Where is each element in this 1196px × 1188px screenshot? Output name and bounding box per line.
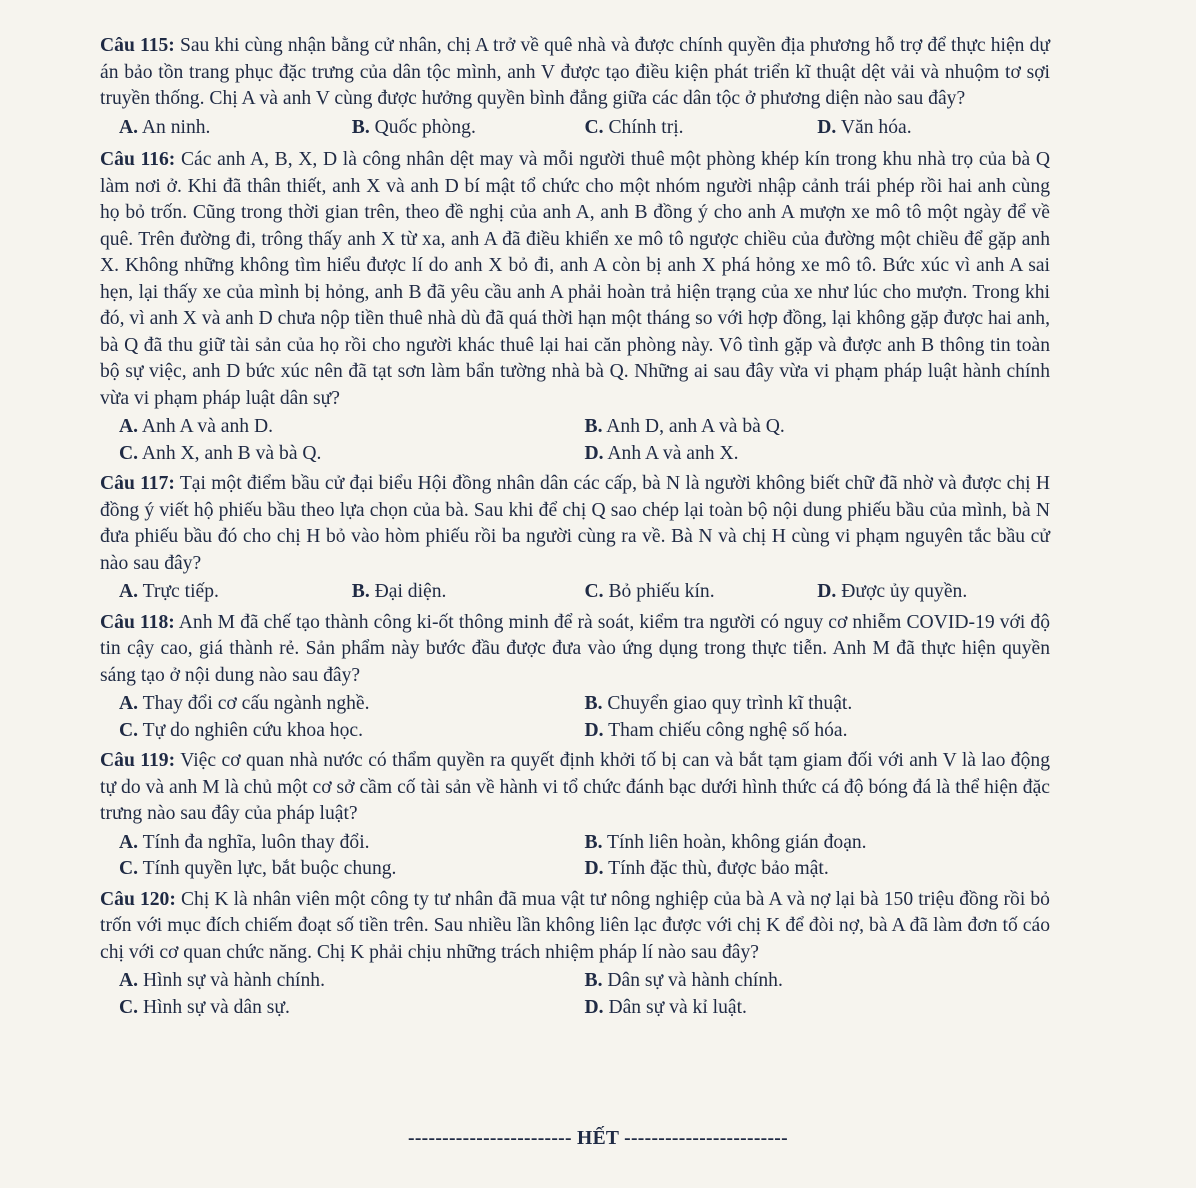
option-d — [817, 579, 1050, 606]
option-letter: C. — [584, 581, 604, 602]
question-stem: Việc cơ quan nhà nước có thẩm quyền ra quyết định khởi tố bị can và bắt tạm giam đối với anh V là lao động tự do và anh M là chủ một cơ sở cầm cố tài sản về hành vi tổ chức đánh bạc dưới hình thức cá độ bóng đá là thể hiện đặc trưng nào sau đây của pháp luật? — [100, 750, 1050, 824]
option-text: Thay đổi cơ cấu ngành nghề. — [138, 693, 370, 714]
option-letter: D. — [817, 581, 837, 602]
option-text: Anh D, anh A và bà Q. — [602, 416, 785, 437]
option-d — [585, 718, 1051, 745]
options-row — [100, 830, 1050, 857]
options-row — [100, 441, 1050, 468]
question-text — [100, 471, 1050, 577]
question-stem: Sau khi cùng nhận bằng cử nhân, chị A trở về quê nhà và được chính quyền địa phương hỗ trợ để thực hiện dự án bảo tồn trang phục đặc trưng của dân tộc mình, anh V được tạo điều kiện phát triển kĩ thuật dệt vải và nhuộm tơ sợi truyền thống. Chị A và anh V cùng được hưởng quyền bình đẳng giữa các dân tộc ở phương diện nào sau đây? — [100, 35, 1050, 109]
option-c — [585, 115, 818, 142]
option-d — [585, 441, 1051, 468]
option-text: Quốc phòng. — [369, 116, 476, 138]
question-120 — [100, 887, 1050, 1022]
option-letter: C. — [119, 442, 139, 464]
question-stem: Anh M đã chế tạo thành công ki-ốt thông minh để rà soát, kiểm tra người có nguy cơ nhiễm COVID-19 với độ tin cậy cao, giá thành rẻ. Sản phẩm này bước đầu được đưa vào ứng dụng trong thực tiễn. Anh M đã thực hiện quyền sáng tạo ở nội dung nào sau đây? — [100, 611, 1051, 686]
answer-options — [100, 968, 1050, 1021]
option-letter: A. — [119, 416, 139, 437]
option-text: Tham chiếu công nghệ số hóa. — [603, 719, 848, 741]
option-letter: B. — [584, 831, 603, 853]
question-119 — [100, 748, 1050, 883]
option-c — [119, 718, 585, 745]
option-letter: D. — [584, 996, 604, 1018]
option-d — [585, 856, 1051, 883]
option-letter: A. — [119, 116, 139, 138]
answer-options — [100, 691, 1050, 744]
question-text — [100, 610, 1050, 690]
option-letter: B. — [584, 970, 603, 991]
option-a — [119, 968, 585, 995]
option-b — [585, 691, 1051, 718]
question-label: Câu 118: — [100, 611, 175, 633]
option-c — [119, 441, 585, 468]
option-a — [119, 579, 352, 606]
option-letter: D. — [584, 858, 604, 879]
option-text: Anh X, anh B và bà Q. — [138, 442, 322, 464]
option-text: Trực tiếp. — [138, 581, 219, 602]
options-row — [100, 579, 1050, 606]
option-letter: C. — [584, 116, 604, 138]
question-label: Câu 120: — [100, 888, 176, 910]
option-text: Văn hóa. — [836, 116, 912, 138]
option-text: Tính liên hoàn, không gián đoạn. — [602, 831, 867, 853]
option-text: Dân sự và hành chính. — [602, 970, 783, 991]
option-letter: D. — [584, 442, 604, 464]
question-stem: Tại một điểm bầu cử đại biểu Hội đồng nhân dân các cấp, bà N là người không biết chữ đã nhờ và được chị H đồng ý viết hộ phiếu bầu theo lựa chọn của bà. Sau khi để chị Q sao chép lại toàn bộ nội dung phiếu bầu của mình, bà N đưa phiếu bầu đó cho chị H bỏ vào hòm phiếu rồi ba người cùng ra về. Bà N và chị H cùng vi phạm nguyên tắc bầu cử nào sau đây? — [100, 473, 1050, 574]
option-letter: B. — [351, 116, 370, 138]
option-text: Hình sự và hành chính. — [138, 970, 325, 991]
question-label: Câu 117: — [100, 473, 175, 494]
question-118 — [100, 610, 1050, 745]
option-a — [119, 115, 352, 142]
option-text: Được ủy quyền. — [836, 581, 968, 602]
answer-options — [100, 115, 1050, 142]
answer-options — [100, 830, 1050, 883]
option-c — [119, 856, 585, 883]
question-stem: Chị K là nhân viên một công ty tư nhân đã mua vật tư nông nghiệp của bà A và nợ lại bà 150 triệu đồng rồi bỏ trốn với mục đích chiếm đoạt số tiền trên. Sau nhiều lần không liên lạc được với chị K để đòi nợ, bà A đã làm đơn tố cáo chị với cơ quan chức năng. Chị K phải chịu những trách nhiệm pháp lí nào sau đây? — [100, 888, 1050, 963]
options-row — [100, 995, 1050, 1022]
option-d — [585, 995, 1051, 1022]
option-text: An ninh. — [138, 116, 211, 138]
answer-options — [100, 579, 1050, 606]
question-text — [100, 147, 1050, 412]
option-a — [119, 691, 585, 718]
option-letter: B. — [584, 693, 603, 714]
option-b — [585, 968, 1051, 995]
option-text: Chính trị. — [603, 116, 684, 138]
option-a — [119, 830, 585, 857]
option-text: Tính đặc thù, được bảo mật. — [603, 858, 829, 879]
option-c — [119, 995, 585, 1022]
question-label: Câu 116: — [100, 149, 176, 170]
option-text: Chuyển giao quy trình kĩ thuật. — [602, 693, 853, 714]
option-text: Anh A và anh D. — [138, 416, 274, 437]
option-c — [585, 579, 818, 606]
question-label: Câu 115: — [100, 35, 175, 56]
option-d — [817, 115, 1050, 142]
option-b — [585, 414, 1051, 441]
end-marker: ------------------------ HẾT ------------------------ — [408, 1128, 788, 1149]
option-a — [119, 414, 585, 441]
option-text: Hình sự và dân sự. — [138, 996, 290, 1018]
option-letter: A. — [119, 693, 139, 714]
options-row — [100, 718, 1050, 745]
option-b — [352, 115, 585, 142]
options-row — [100, 968, 1050, 995]
question-117 — [100, 471, 1050, 606]
question-text — [100, 887, 1050, 967]
option-text: Bỏ phiếu kín. — [603, 581, 715, 602]
option-b — [352, 579, 585, 606]
question-116 — [100, 147, 1050, 467]
option-letter: D. — [817, 116, 837, 138]
options-row — [100, 414, 1050, 441]
option-letter: A. — [119, 581, 139, 602]
question-115 — [100, 33, 1050, 141]
option-letter: B. — [584, 416, 603, 437]
question-label: Câu 119: — [100, 750, 176, 771]
option-letter: D. — [584, 719, 604, 741]
option-letter: A. — [119, 970, 139, 991]
answer-options — [100, 414, 1050, 467]
question-stem: Các anh A, B, X, D là công nhân dệt may và mỗi người thuê một phòng khép kín trong khu nhà trọ của bà Q làm nơi ở. Khi đã thân thiết, anh X và anh D bí mật tổ chức cho một nhóm người nhập cảnh trái phép rồi hai anh cùng họ bỏ trốn. Cũng trong thời gian trên, theo đề nghị của anh A, anh B đồng ý cho anh A mượn xe mô tô một ngày để về quê. Trên đường đi, trông thấy anh X từ xa, anh A đã điều khiển xe mô tô ngược chiều của đường một chiều để gặp anh X. Không những không tìm hiểu được lí do anh X bỏ đi, anh A còn bị anh X phá hỏng xe mô tô. Bức xúc vì anh A sai hẹn, lại thấy xe của mình bị hỏng, anh B đã yêu cầu anh A phải hoàn trả hiện trạng của xe như lúc cho mượn. Trong khi đó, vì anh X và anh D chưa nộp tiền thuê nhà dù đã quá thời hạn một tháng so với hợp đồng, lại không gặp được hai anh, bà Q đã thu giữ tài sản của họ rồi cho người khác thuê lại hai căn phòng này. Vô tình gặp và được anh B thông tin toàn bộ sự việc, anh D bức xúc nên đã tạt sơn làm bẩn tường nhà bà Q. Những ai sau đây vừa vi phạm pháp luật hành chính vừa vi phạm pháp luật dân sự? — [100, 149, 1050, 409]
option-letter: C. — [119, 858, 139, 879]
question-text — [100, 748, 1050, 828]
option-text: Anh A và anh X. — [603, 442, 739, 464]
option-letter: C. — [119, 996, 139, 1018]
options-row — [100, 115, 1050, 142]
option-letter: B. — [351, 581, 370, 602]
option-letter: A. — [119, 831, 139, 853]
options-row — [100, 691, 1050, 718]
option-text: Tính quyền lực, bắt buộc chung. — [138, 858, 397, 879]
option-b — [585, 830, 1051, 857]
option-letter: C. — [119, 719, 139, 741]
options-row — [100, 856, 1050, 883]
option-text: Tính đa nghĩa, luôn thay đổi. — [138, 831, 370, 853]
question-text — [100, 33, 1050, 113]
option-text: Dân sự và kỉ luật. — [603, 996, 747, 1018]
option-text: Đại diện. — [369, 581, 447, 602]
option-text: Tự do nghiên cứu khoa học. — [138, 719, 363, 741]
